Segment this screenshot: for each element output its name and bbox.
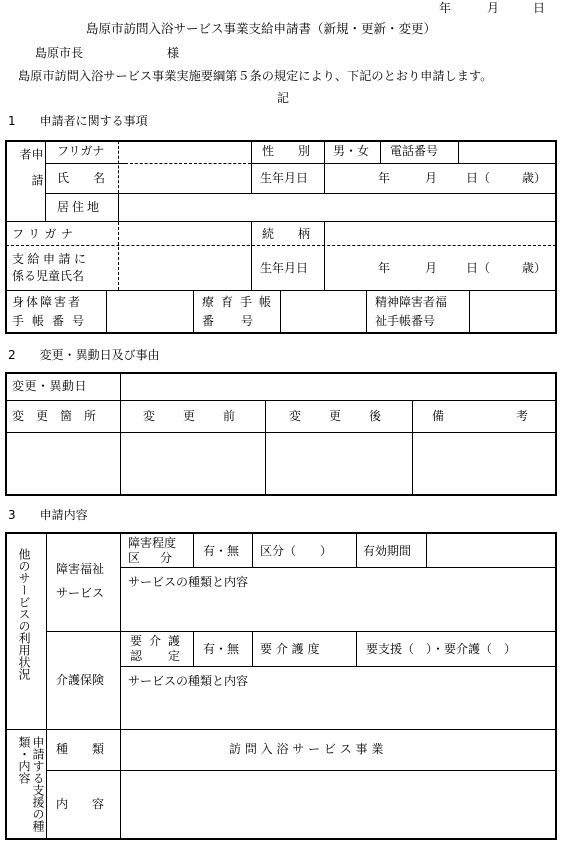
- welfare-label-1: 障害福祉: [56, 562, 105, 576]
- category-field: 区分（ ）: [260, 544, 333, 558]
- name-label: 氏 名: [57, 171, 106, 185]
- care-insurance-label: 介護保険: [56, 673, 105, 687]
- ryoiku-book-label-1: 療育手帳: [202, 295, 279, 309]
- applicant-label: 申請者: [18, 148, 44, 200]
- content-label: 内 容: [56, 797, 105, 811]
- address-label: 居住地: [57, 200, 103, 214]
- change-date-label: 変更・異動日: [12, 379, 88, 393]
- date-day: 日: [533, 1, 546, 15]
- section1-heading: 1 申請者に関する事項: [8, 114, 148, 128]
- care-yes-no: 有・無: [203, 642, 240, 656]
- intro-text: 島原市訪問入浴サービス事業実施要綱第５条の規定により、下記のとおり申請します。: [18, 69, 493, 83]
- disability-book-label-2: 手帳番号: [12, 314, 93, 328]
- child-birthdate-label: 生年月日: [260, 261, 309, 275]
- ki-marker: 記: [277, 91, 290, 105]
- phone-label: 電話番号: [390, 144, 439, 158]
- birthdate-label: 生年月日: [260, 171, 309, 185]
- birth-day: 日（: [466, 171, 491, 185]
- section2-heading: 2 変更・異動日及び事由: [8, 348, 160, 362]
- child-birth-age: 歳）: [522, 261, 547, 275]
- remarks-header: 備 考: [432, 409, 529, 423]
- care-level-label: 要 介 護 度: [260, 642, 320, 656]
- ryoiku-book-label-2: 番 号: [202, 314, 255, 328]
- after-header: 変更後: [289, 409, 410, 423]
- furigana-label: フリガナ: [57, 144, 105, 158]
- child-birth-month: 月: [425, 261, 438, 275]
- care-cert-label-1: 要介護: [130, 634, 188, 648]
- support-level-field: 要支援（ ）・要介護（ ）: [366, 642, 517, 656]
- birth-age: 歳）: [522, 171, 547, 185]
- section3-heading: 3 申請内容: [8, 508, 88, 522]
- child-furigana-label: フリガナ: [12, 227, 78, 241]
- date-year: 年: [439, 1, 452, 15]
- child-birth-year: 年: [378, 261, 391, 275]
- requested-support-label: 申請する支援の種類・内容: [17, 736, 45, 832]
- gender-label: 性 別: [262, 144, 311, 158]
- child-name-label-2: 係る児童氏名: [12, 269, 85, 283]
- type-label: 種 類: [56, 742, 105, 756]
- document-title: 島原市訪問入浴サービス事業支給申請書（新規・更新・変更）: [86, 21, 437, 36]
- gender-value: 男・女: [333, 144, 370, 158]
- valid-period-label: 有効期間: [363, 544, 412, 558]
- welfare-label-2: サービス: [56, 586, 105, 600]
- degree-label-2: 区 分: [128, 551, 177, 565]
- mental-book-label-2: 祉手帳番号: [375, 314, 436, 328]
- other-services-label: 他のサービスの利用状況: [17, 548, 31, 680]
- date-month: 月: [487, 1, 500, 15]
- honorific: 様: [167, 46, 180, 60]
- relation-label: 続 柄: [262, 227, 311, 241]
- welfare-service-types-label: サービスの種類と内容: [128, 575, 249, 589]
- before-header: 変更前: [143, 409, 264, 423]
- type-value: 訪 問 入 浴 サ ー ビ ス 事 業: [229, 742, 384, 756]
- child-birth-day: 日（: [466, 261, 491, 275]
- mental-book-label-1: 精神障害者福: [375, 295, 448, 309]
- care-cert-label-2: 認 定: [130, 649, 188, 663]
- birth-year: 年: [378, 171, 391, 185]
- degree-yes-no: 有・無: [203, 544, 240, 558]
- birth-month: 月: [425, 171, 438, 185]
- degree-label-1: 障害程度: [128, 536, 177, 550]
- change-place-header: 変更箇所: [12, 409, 109, 423]
- addressee: 島原市長: [35, 46, 84, 60]
- disability-book-label-1: 身体障害者: [12, 295, 83, 309]
- care-service-types-label: サービスの種類と内容: [128, 674, 249, 688]
- child-name-label-1: 支給申請に: [12, 252, 90, 266]
